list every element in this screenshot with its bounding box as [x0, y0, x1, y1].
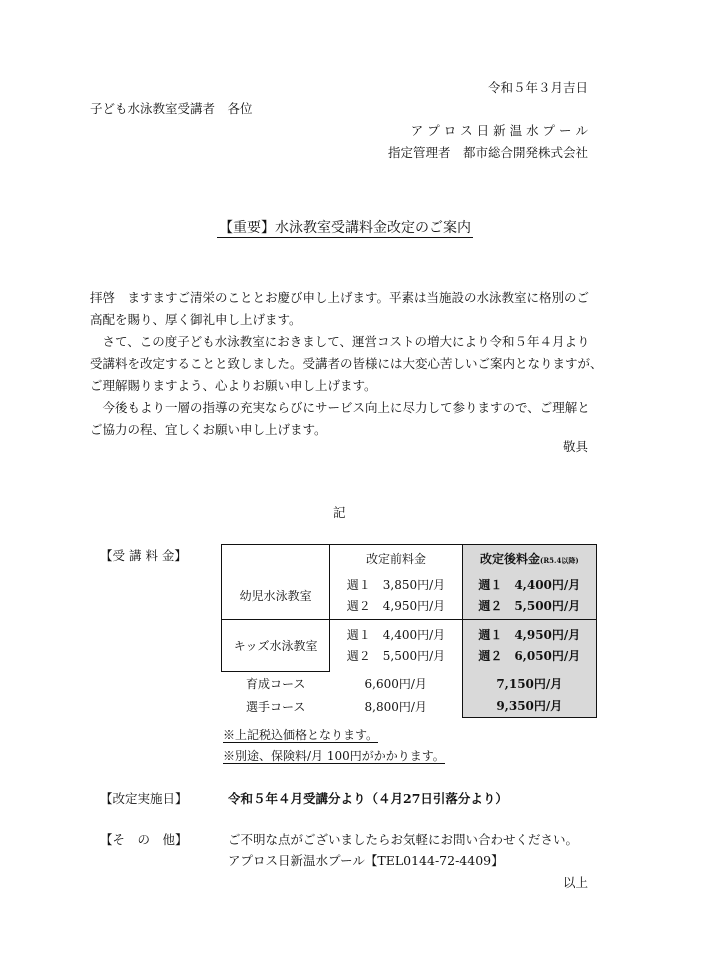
- manager-name: 指定管理者 都市総合開発株式会社: [387, 145, 588, 160]
- table-row: [222, 672, 597, 695]
- end-ijou: 以上: [562, 875, 588, 890]
- table-header-row: [222, 545, 597, 573]
- other-line-1: ご不明な点がございましたらお気軽にお問い合わせください。: [228, 832, 579, 847]
- body-line: ご協力の程、宜しくお願い申し上げます。: [90, 422, 327, 437]
- other-label: 【そ の 他】: [100, 832, 188, 847]
- fee-table: [221, 544, 597, 718]
- effective-value: 令和５年４月受講分より（４月27日引落分より）: [228, 791, 508, 806]
- table-row: [222, 573, 597, 620]
- new-price: 週１ 4,400円/月: [478, 577, 581, 592]
- fee-label: 【受 講 料 金】: [100, 548, 187, 563]
- effective-label: 【改定実施日】: [100, 791, 188, 806]
- new-price: 7,150円/月: [462, 672, 596, 695]
- header-new-note: (R5.4以降): [540, 556, 579, 566]
- new-price: 週２ 5,500円/月: [478, 598, 581, 613]
- body-line: 高配を賜り、厚く御礼申し上げます。: [90, 312, 302, 327]
- course-name: 幼児水泳教室: [222, 573, 330, 620]
- old-price: 6,600円/月: [364, 676, 427, 691]
- old-price: 週１ 3,850円/月: [346, 577, 446, 592]
- new-price: 週１ 4,950円/月: [478, 627, 581, 642]
- old-price: 週２ 4,950円/月: [346, 598, 446, 613]
- new-price: 週２ 6,050円/月: [478, 648, 581, 663]
- old-price: 週１ 4,400円/月: [346, 627, 446, 642]
- course-name: 育成コース: [245, 676, 306, 691]
- facility-name: ア プ ロ ス 日 新 温 水 プ ー ル: [410, 123, 588, 138]
- document-title: 【重要】水泳教室受講料金改定のご案内: [219, 220, 471, 236]
- note-tax: ※上記税込価格となります。: [223, 728, 379, 742]
- body-text: [90, 287, 603, 441]
- table-row: [222, 620, 597, 672]
- header-new: 改定後料金(R5.4以降): [462, 545, 596, 573]
- body-line: 受講料を改定することと致しました。受講者の皆様には大変心苦しいご案内となりますが、: [90, 356, 603, 371]
- title-wrap: [217, 217, 473, 237]
- course-name: 選手コース: [245, 699, 306, 714]
- body-line: 今後もより一層の指導の充実ならびにサービス向上に尽力して参りますので、ご理解と: [90, 400, 590, 415]
- body-line: さて、この度子ども水泳教室におきまして、運営コストの増大により令和５年４月より: [90, 334, 590, 349]
- new-price: 9,350円/月: [462, 695, 596, 718]
- table-row: [222, 695, 597, 718]
- other-line-2: アプロス日新温水プール【TEL0144-72-4409】: [228, 853, 504, 868]
- body-line: ご理解賜りますよう、心よりお願い申し上げます。: [90, 378, 377, 393]
- old-price: 週２ 5,500円/月: [346, 648, 446, 663]
- old-price: 8,800円/月: [364, 699, 427, 714]
- ki-label: 記: [333, 505, 346, 520]
- closing-keigu: 敬具: [562, 439, 588, 454]
- note-insurance: ※別途、保険料/月 100円がかかります。: [223, 749, 445, 763]
- document-date: 令和５年３月吉日: [487, 80, 588, 95]
- body-line: 拝啓 ますますご清栄のこととお慶び申し上げます。平素は当施設の水泳教室に格別のご: [90, 290, 590, 305]
- header-old: 改定前料金: [330, 545, 462, 573]
- course-name: キッズ水泳教室: [222, 620, 330, 672]
- recipient: 子ども水泳教室受講者 各位: [90, 101, 253, 116]
